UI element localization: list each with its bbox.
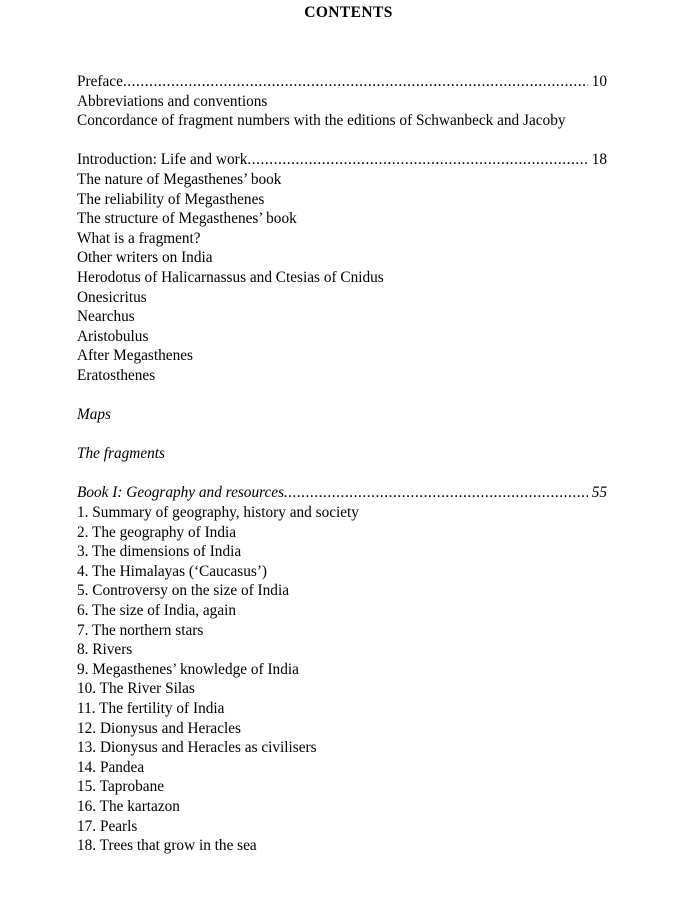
toc-entry[interactable]: 13. Dionysus and Heracles as civilisers [77, 739, 317, 757]
toc-group-front-matter [77, 72, 607, 131]
toc-entry[interactable]: The nature of Megasthenes’ book [77, 170, 282, 188]
toc-entry[interactable]: Maps [77, 406, 111, 424]
toc-entry[interactable]: 11. The fertility of India [77, 700, 225, 717]
toc-group-book-one [77, 483, 607, 855]
toc-entry[interactable]: 10. The River Silas [77, 680, 195, 698]
toc-page-number: 10 [591, 73, 607, 90]
toc-entry[interactable]: The fragments [77, 445, 165, 463]
section-spacer [77, 386, 607, 406]
table-of-contents [77, 72, 607, 856]
toc-group-the-fragments [77, 444, 607, 464]
toc-entry[interactable]: 17. Pearls [77, 817, 138, 835]
toc-entry[interactable]: Herodotus of Halicarnassus and Ctesias of Cnidus [77, 268, 384, 286]
section-spacer [77, 425, 607, 445]
toc-entry[interactable]: 15. Taprobane [77, 778, 165, 796]
toc-entry[interactable] [77, 150, 607, 170]
toc-entry[interactable]: 12. Dionysus and Heracles [77, 719, 241, 737]
toc-entry[interactable]: Abbreviations and conventions [77, 92, 268, 110]
toc-entry[interactable]: Other writers on India [77, 249, 213, 267]
toc-dot-leader [247, 150, 587, 170]
toc-entry[interactable]: The structure of Megasthenes’ book [77, 210, 297, 228]
toc-entry[interactable]: Onesicritus [77, 288, 147, 306]
section-spacer [77, 464, 607, 484]
toc-entry[interactable]: Aristobulus [77, 327, 149, 345]
toc-entry[interactable]: 7. The northern stars [77, 621, 204, 639]
toc-entry[interactable]: 16. The kartazon [77, 797, 180, 815]
toc-group-introduction [77, 150, 607, 385]
toc-dot-leader [284, 483, 588, 503]
toc-entry[interactable]: 5. Controversy on the size of India [77, 582, 289, 600]
toc-entry[interactable] [77, 483, 607, 503]
toc-entry[interactable]: 18. Trees that grow in the sea [77, 837, 257, 855]
toc-page-number: 55 [591, 484, 607, 502]
toc-dot-leader [123, 72, 588, 92]
toc-entry[interactable]: 2. The geography of India [77, 523, 237, 541]
toc-group-maps [77, 405, 607, 425]
toc-entry[interactable]: What is a fragment? [77, 229, 201, 247]
toc-entry[interactable] [77, 72, 607, 92]
toc-page-number: 18 [591, 151, 607, 169]
toc-entry[interactable]: Nearchus [77, 308, 135, 326]
toc-entry[interactable]: 14. Pandea [77, 758, 145, 776]
toc-entry[interactable]: 4. The Himalayas (‘Caucasus’) [77, 562, 268, 580]
toc-entry-label: Introduction: Life and work [77, 151, 248, 169]
toc-entry-label: Preface [77, 73, 123, 90]
toc-entry[interactable]: The reliability of Megasthenes [77, 190, 265, 208]
toc-entry-label: Book I: Geography and resources [77, 484, 285, 502]
toc-entry[interactable]: After Megasthenes [77, 347, 193, 365]
page-title: CONTENTS [304, 4, 393, 21]
section-spacer [77, 131, 607, 151]
toc-entry[interactable]: 1. Summary of geography, history and society [77, 504, 359, 522]
toc-entry[interactable]: Eratosthenes [77, 366, 156, 384]
toc-entry[interactable]: 9. Megasthenes’ knowledge of India [77, 660, 299, 678]
toc-entry[interactable]: 8. Rivers [77, 641, 133, 659]
toc-entry[interactable]: 6. The size of India, again [77, 602, 237, 620]
toc-entry[interactable]: Concordance of fragment numbers with the editions of Schwanbeck and Jacoby [77, 112, 566, 130]
toc-entry[interactable]: 3. The dimensions of India [77, 543, 242, 561]
